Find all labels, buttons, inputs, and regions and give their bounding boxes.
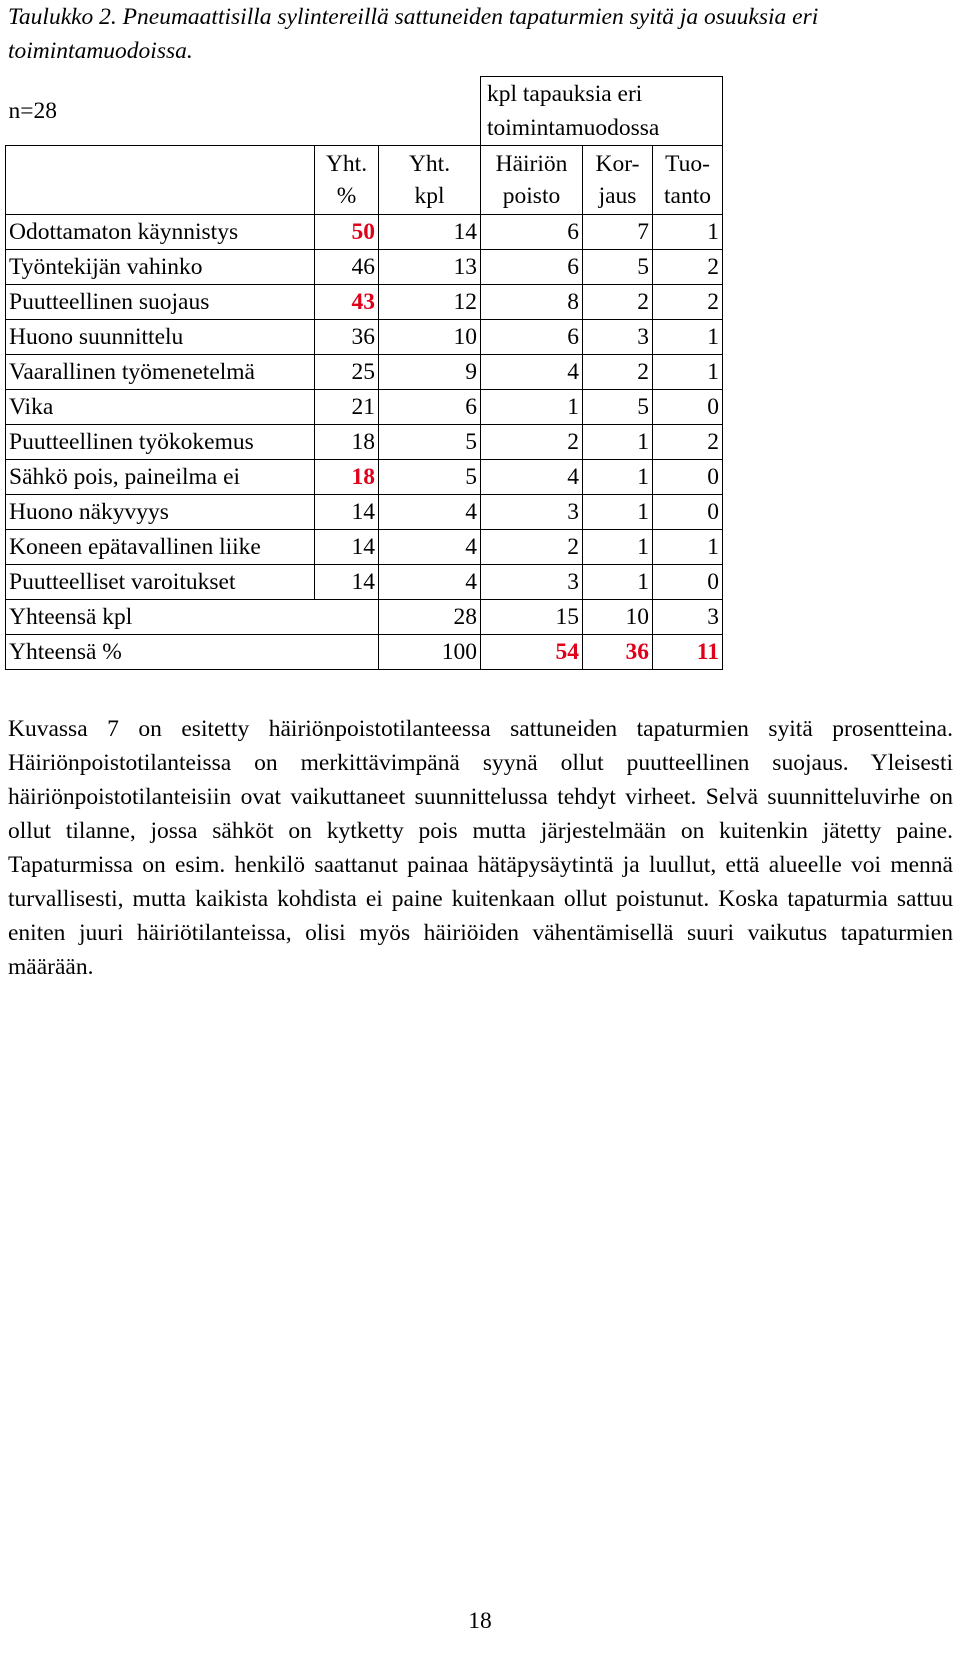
table-caption: Taulukko 2. Pneumaattisilla sylintereillä sattuneiden tapaturmien syitä ja osuuksia eri toimintamuodoissa. xyxy=(8,4,819,64)
cell-hairionpoisto: 6 xyxy=(481,215,583,250)
table-row xyxy=(6,215,723,250)
cell-hairionpoisto: 1 xyxy=(481,390,583,425)
accident-causes-table xyxy=(5,76,723,670)
cell-pct: 18 xyxy=(315,460,379,495)
cell-pct: 14 xyxy=(315,495,379,530)
cell-kpl: 5 xyxy=(379,425,481,460)
cell-korjaus: 5 xyxy=(583,250,653,285)
row-label: Huono suunnittelu xyxy=(6,320,315,355)
row-label: Puutteelliset varoitukset xyxy=(6,565,315,600)
group-header: kpl tapauksia eri toimintamuodossa xyxy=(481,77,723,146)
cell-hairionpoisto: 2 xyxy=(481,530,583,565)
table-title-row xyxy=(6,77,723,146)
table-row xyxy=(6,530,723,565)
cell-korjaus: 3 xyxy=(583,320,653,355)
cell-tuotanto: 1 xyxy=(653,530,723,565)
row-label: Huono näkyvyys xyxy=(6,495,315,530)
row-label: Sähkö pois, paineilma ei xyxy=(6,460,315,495)
table-row xyxy=(6,355,723,390)
cell-korjaus: 7 xyxy=(583,215,653,250)
page-number: 18 xyxy=(468,1608,492,1634)
cell-hairionpoisto: 15 xyxy=(481,600,583,635)
row-label: Odottamaton käynnistys xyxy=(6,215,315,250)
cell-tuotanto: 0 xyxy=(653,390,723,425)
cell-korjaus: 1 xyxy=(583,425,653,460)
cell-hairionpoisto: 8 xyxy=(481,285,583,320)
cell-kpl: 4 xyxy=(379,530,481,565)
cell-kpl: 100 xyxy=(379,635,481,670)
cell-kpl: 10 xyxy=(379,320,481,355)
cell-hairionpoisto: 4 xyxy=(481,355,583,390)
cell-kpl: 4 xyxy=(379,495,481,530)
cell-tuotanto: 1 xyxy=(653,320,723,355)
table-row xyxy=(6,565,723,600)
cell-kpl: 9 xyxy=(379,355,481,390)
cell-pct: 46 xyxy=(315,250,379,285)
row-label: Työntekijän vahinko xyxy=(6,250,315,285)
cell-pct: 25 xyxy=(315,355,379,390)
col-header-kpl: Yht. kpl xyxy=(379,146,481,215)
cell-tuotanto: 2 xyxy=(653,285,723,320)
table-row xyxy=(6,285,723,320)
cell-korjaus: 2 xyxy=(583,355,653,390)
cell-pct: 14 xyxy=(315,565,379,600)
totals-empty-cell xyxy=(315,600,379,635)
column-header-row xyxy=(6,146,723,215)
cell-kpl: 14 xyxy=(379,215,481,250)
cell-pct: 21 xyxy=(315,390,379,425)
cell-hairionpoisto: 3 xyxy=(481,565,583,600)
cell-tuotanto: 0 xyxy=(653,495,723,530)
totals-empty-cell xyxy=(315,635,379,670)
cell-kpl: 12 xyxy=(379,285,481,320)
cell-kpl: 5 xyxy=(379,460,481,495)
cell-tuotanto: 1 xyxy=(653,215,723,250)
n-label: n=28 xyxy=(8,97,58,124)
cell-hairionpoisto: 54 xyxy=(481,635,583,670)
cell-pct: 36 xyxy=(315,320,379,355)
table-row xyxy=(6,250,723,285)
cell-kpl: 28 xyxy=(379,600,481,635)
cell-hairionpoisto: 2 xyxy=(481,425,583,460)
cell-korjaus: 2 xyxy=(583,285,653,320)
cell-korjaus: 1 xyxy=(583,460,653,495)
col-header-tuotanto: Tuo- tanto xyxy=(653,146,723,215)
cell-hairionpoisto: 4 xyxy=(481,460,583,495)
row-label: Vika xyxy=(6,390,315,425)
cell-korjaus: 5 xyxy=(583,390,653,425)
cell-hairionpoisto: 3 xyxy=(481,495,583,530)
table-row xyxy=(6,390,723,425)
cell-pct: 18 xyxy=(315,425,379,460)
row-label: Vaarallinen työmenetelmä xyxy=(6,355,315,390)
cell-korjaus: 36 xyxy=(583,635,653,670)
cell-korjaus: 10 xyxy=(583,600,653,635)
body-paragraph: Kuvassa 7 on esitetty häiriönpoistotilanteessa sattuneiden tapaturmien syitä prosentteina. Häiriönpoistotilanteissa on merkittävimpänä syynä ollut puutteellinen suojaus. Yleisesti häiriönpoistotilanteisiin ovat vaikuttaneet suunnittelussa tehdyt virheet. Selvä suunnitteluvirhe on ollut tilanne, jossa sähköt on kytketty pois mutta järjestelmään on kuitenkin jätetty paine. Tapaturmissa on esim. henkilö saattanut painaa hätäpysäytintä ja luullut, että alueelle voi mennä turvallisesti, mutta kaikista kohdista ei paine kuitenkaan ollut poistunut. Koska tapaturmia sattuu eniten juuri häiriötilanteissa, olisi myös häiriöiden vähentämisellä suuri vaikutus tapaturmien määrään. xyxy=(8,716,953,980)
cell-tuotanto: 2 xyxy=(653,250,723,285)
cell-korjaus: 1 xyxy=(583,530,653,565)
cell-pct: 43 xyxy=(315,285,379,320)
cell-tuotanto: 3 xyxy=(653,600,723,635)
cell-kpl: 4 xyxy=(379,565,481,600)
totals-label: Yhteensä % xyxy=(6,635,315,670)
row-label: Koneen epätavallinen liike xyxy=(6,530,315,565)
col-header-korjaus: Kor- jaus xyxy=(583,146,653,215)
cell-tuotanto: 0 xyxy=(653,460,723,495)
totals-row xyxy=(6,635,723,670)
col-header-pct: Yht. % xyxy=(315,146,379,215)
row-label: Puutteellinen suojaus xyxy=(6,285,315,320)
cell-korjaus: 1 xyxy=(583,495,653,530)
table-row xyxy=(6,460,723,495)
cell-pct: 50 xyxy=(315,215,379,250)
cell-tuotanto: 11 xyxy=(653,635,723,670)
table-row xyxy=(6,320,723,355)
totals-row xyxy=(6,600,723,635)
cell-hairionpoisto: 6 xyxy=(481,250,583,285)
col-header-hairionpoisto: Häiriön poisto xyxy=(481,146,583,215)
cell-kpl: 6 xyxy=(379,390,481,425)
cell-tuotanto: 1 xyxy=(653,355,723,390)
cell-kpl: 13 xyxy=(379,250,481,285)
cell-hairionpoisto: 6 xyxy=(481,320,583,355)
table-row xyxy=(6,425,723,460)
totals-label: Yhteensä kpl xyxy=(6,600,315,635)
table-row xyxy=(6,495,723,530)
cell-tuotanto: 2 xyxy=(653,425,723,460)
row-label: Puutteellinen työkokemus xyxy=(6,425,315,460)
cell-korjaus: 1 xyxy=(583,565,653,600)
cell-tuotanto: 0 xyxy=(653,565,723,600)
cell-pct: 14 xyxy=(315,530,379,565)
